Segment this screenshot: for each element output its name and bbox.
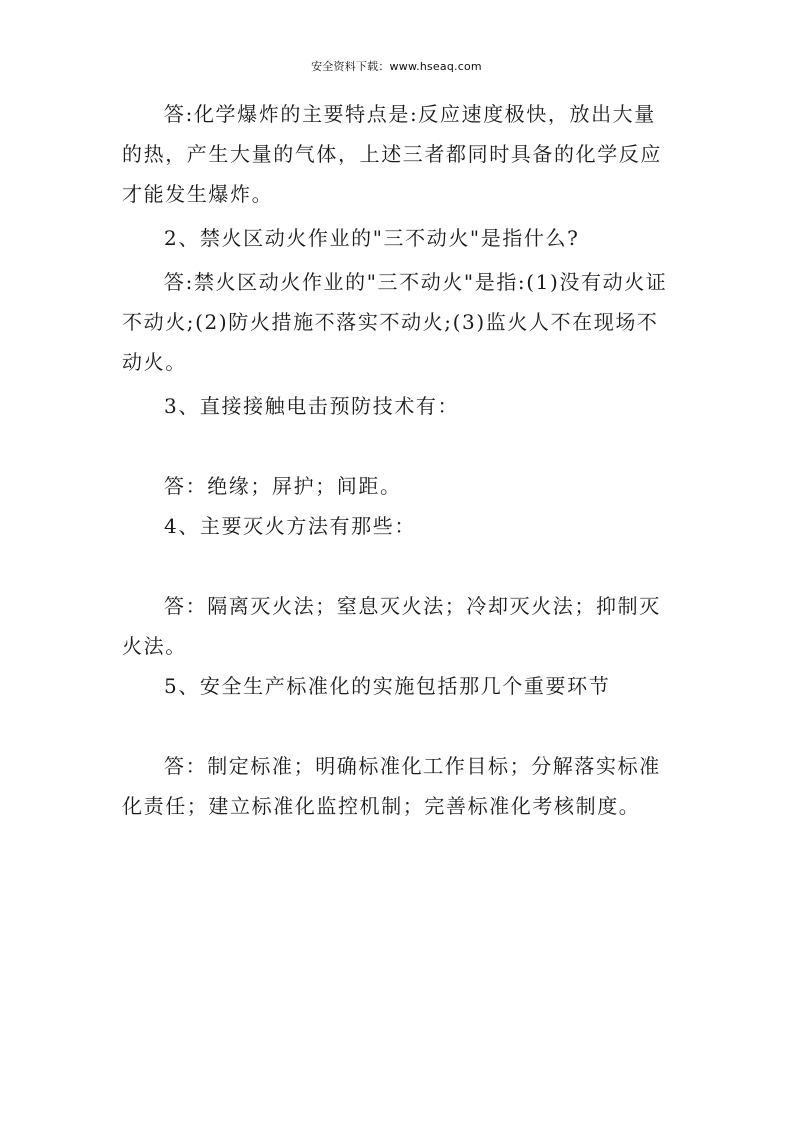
question-2: 2、禁火区动火作业的"三不动火"是指什么? [164,226,580,250]
answer-paragraph-3: 答：绝缘；屏护；间距。 [164,474,402,498]
question-4: 4、主要灭火方法有那些： [164,514,416,538]
question-5: 5、安全生产标准化的实施包括那几个重要环节 [164,674,611,698]
document-body [122,94,674,826]
answer-paragraph-5: 答：制定标准；明确标准化工作目标；分解落实标准化责任；建立标准化监控机制；完善标准化考核制度。 [122,754,661,818]
answer-paragraph-2: 答:禁火区动火作业的"三不动火"是指:(1)没有动火证不动火;(2)防火措施不落实不动火;(3)监火人不在现场不动火。 [122,270,668,374]
site-header: 安全资料下载：www.hseaq.com [311,60,482,73]
answer-paragraph-1: 答:化学爆炸的主要特点是:反应速度极快，放出大量的热，产生大量的气体，上述三者都同时具备的化学反应才能发生爆炸。 [122,102,662,206]
question-3: 3、直接接触电击预防技术有： [164,394,460,418]
answer-paragraph-4: 答：隔离灭火法；窒息灭火法；冷却灭火法；抑制灭火法。 [122,594,661,658]
